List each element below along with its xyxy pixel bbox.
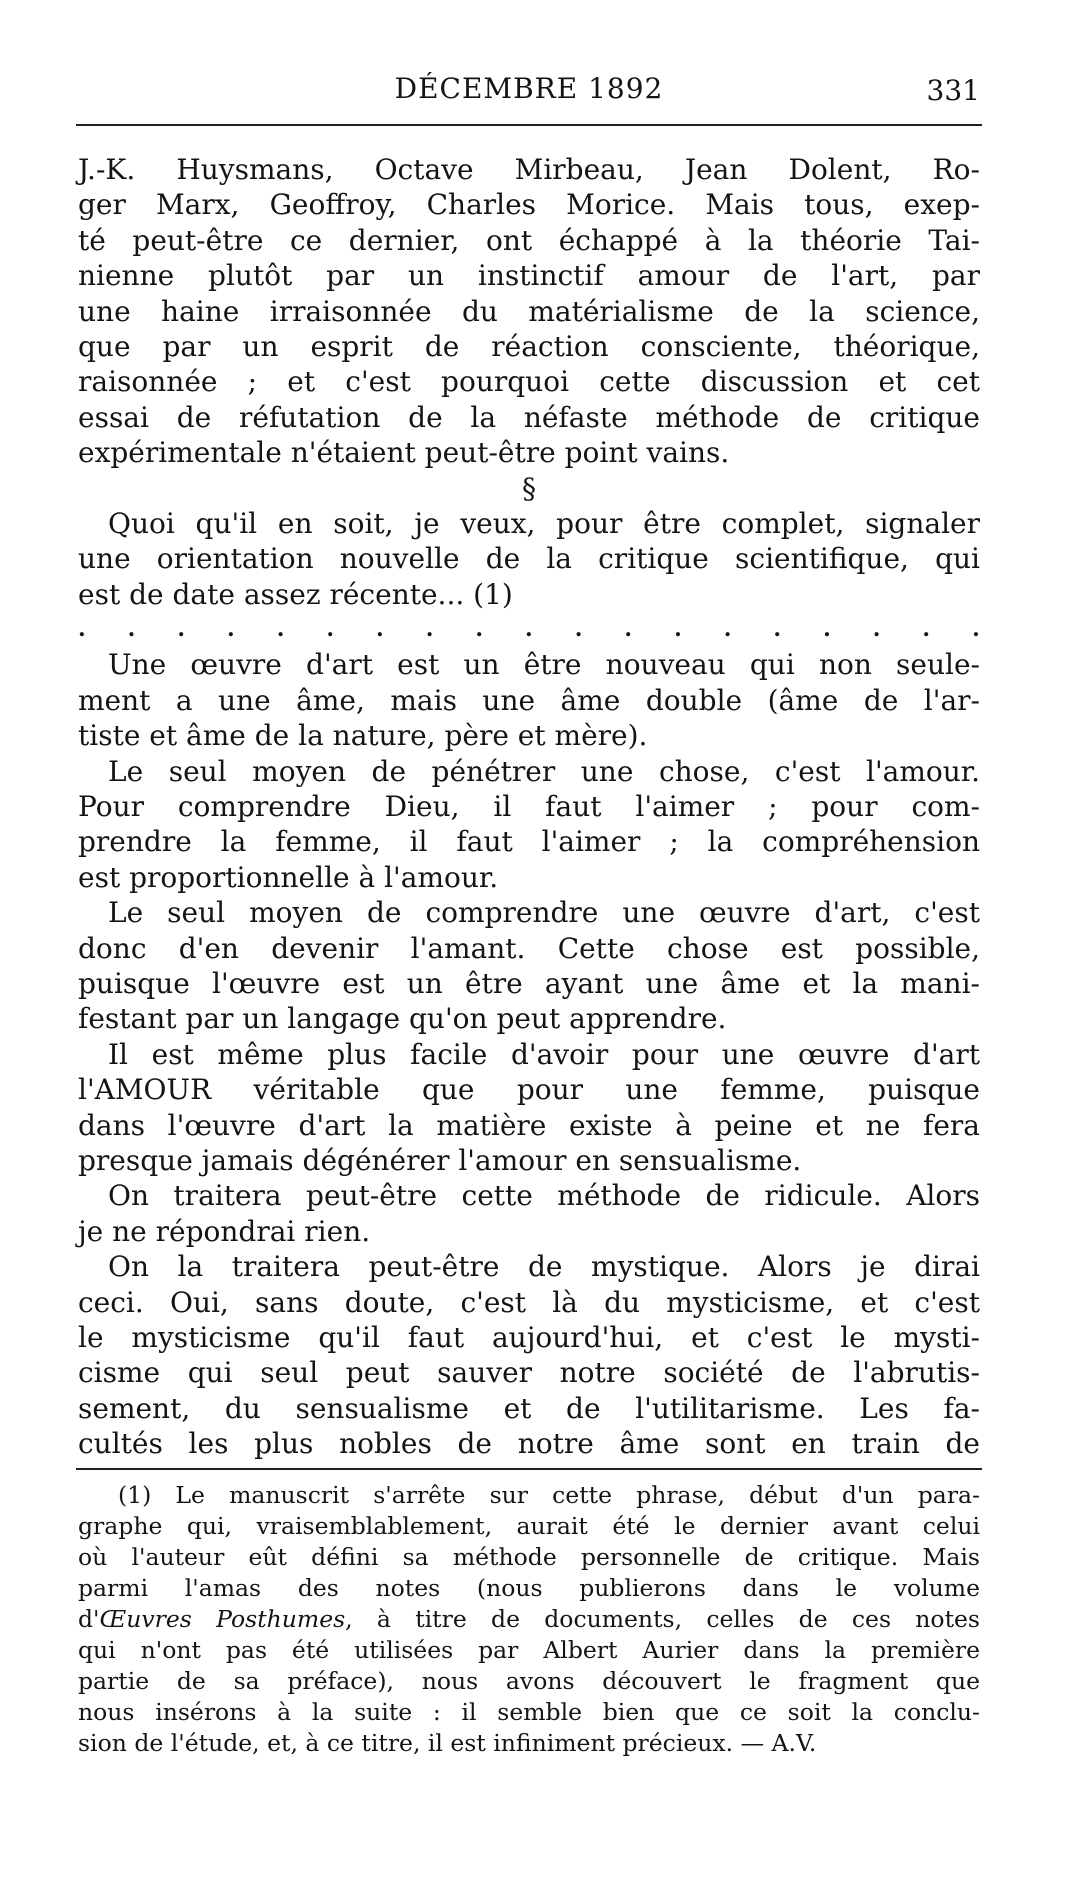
dot: . <box>823 616 831 643</box>
text-line: est proportionnelle à l'amour. <box>78 860 499 894</box>
section-mark: § <box>522 471 536 505</box>
text-line: cultés les plus nobles de notre âme sont en train de <box>78 1427 980 1461</box>
text-line: cisme qui seul peut sauver notre société de l'abrutis- <box>78 1356 980 1390</box>
paragraph-8 <box>78 1249 980 1461</box>
text-line: tiste et âme de la nature, père et mère). <box>78 719 648 753</box>
footnote-line: nous insérons à la suite : il semble bien que ce soit la conclu- <box>78 1698 980 1726</box>
text-line: prendre la femme, il faut l'aimer ; la compréhension <box>78 825 980 859</box>
text-line: ment a une âme, mais une âme double (âme de l'ar- <box>78 683 980 717</box>
text-line: puisque l'œuvre est un être ayant une âme et la mani- <box>78 966 980 1000</box>
footnote-line: qui n'ont pas été utilisées par Albert Aurier dans la première <box>78 1636 980 1664</box>
text-line: On traitera peut-être cette méthode de ridicule. Alors <box>108 1179 980 1213</box>
text-line: Le seul moyen de pénétrer une chose, c'est l'amour. <box>108 754 980 788</box>
text-line: une orientation nouvelle de la critique scientifique, qui <box>78 542 980 576</box>
dot: . <box>177 616 186 643</box>
text-line: donc d'en devenir l'amant. Cette chose est possible, <box>78 931 980 965</box>
footnote-line: sion de l'étude, et, à ce titre, il est infiniment précieux. — A.V. <box>78 1729 817 1757</box>
dot: . <box>425 616 434 643</box>
text-line: presque jamais dégénérer l'amour en sensualisme. <box>78 1143 802 1177</box>
text-line: je ne répondrai rien. <box>78 1214 371 1248</box>
paragraph-3 <box>78 647 980 753</box>
text-line: ceci. Oui, sans doute, c'est là du mysticisme, et c'est <box>78 1285 980 1319</box>
text-line: On la traitera peut-être de mystique. Alors je dirai <box>108 1250 980 1284</box>
text-line: est de date assez récente... (1) <box>78 577 513 611</box>
dot: . <box>227 616 235 643</box>
text-line: dans l'œuvre d'art la matière existe à peine et ne fera <box>78 1108 980 1142</box>
dot: . <box>127 616 136 643</box>
ellipsis-dots-row <box>78 612 980 647</box>
text-line: Quoi qu'il en soit, je veux, pour être complet, signaler <box>108 506 980 540</box>
body-text <box>78 152 980 1461</box>
page-header <box>78 72 980 118</box>
text-line: le mysticisme qu'il faut aujourd'hui, et c'est le mysti- <box>78 1320 980 1354</box>
dot: . <box>376 616 384 643</box>
dot: . <box>723 616 732 643</box>
footnote-text: d' <box>78 1605 100 1633</box>
text-line: Le seul moyen de comprendre une œuvre d'art, c'est <box>108 896 980 930</box>
text-line: expérimentale n'étaient peut-être point vains. <box>78 436 730 470</box>
dot: . <box>78 616 86 643</box>
text-line: l'AMOUR véritable que pour une femme, puisque <box>78 1073 980 1107</box>
footnote-rule <box>76 1468 982 1470</box>
running-head: DÉCEMBRE 1892 <box>394 72 664 105</box>
paragraph-2 <box>78 506 980 612</box>
dot: . <box>624 616 633 643</box>
paragraph-5 <box>78 895 980 1037</box>
paragraph-1 <box>78 152 980 471</box>
dot: . <box>972 616 980 643</box>
footnote-line: partie de sa préface), nous avons découvert le fragment que <box>78 1667 980 1695</box>
footnote-book-title: Œuvres Posthumes <box>99 1605 346 1633</box>
dot: . <box>773 616 782 643</box>
text-line: Pour comprendre Dieu, il faut l'aimer ; pour com- <box>78 790 980 824</box>
dot: . <box>326 616 335 643</box>
header-rule <box>76 124 982 126</box>
dot: . <box>475 616 484 643</box>
dot: . <box>872 616 881 643</box>
dot: . <box>525 616 533 643</box>
text-line: festant par un langage qu'on peut apprendre. <box>78 1002 727 1036</box>
footnote-line: (1) Le manuscrit s'arrête sur cette phrase, début d'un para- <box>118 1481 980 1509</box>
paragraph-4 <box>78 754 980 896</box>
text-line: sement, du sensualisme et de l'utilitarisme. Les fa- <box>78 1391 980 1425</box>
text-line: ger Marx, Geoffroy, Charles Morice. Mais tous, exep- <box>78 188 980 222</box>
page-number: 331 <box>926 74 980 107</box>
text-line: nienne plutôt par un instinctif amour de l'art, par <box>78 259 980 293</box>
footnote-line: parmi l'amas des notes (nous publierons dans le volume <box>78 1574 980 1602</box>
text-line: Il est même plus facile d'avoir pour une œuvre d'art <box>108 1037 980 1071</box>
text-line: que par un esprit de réaction consciente, théorique, <box>78 329 980 363</box>
dot: . <box>276 616 285 643</box>
text-line: Une œuvre d'art est un être nouveau qui non seule- <box>108 648 980 682</box>
dot: . <box>674 616 682 643</box>
text-line: raisonnée ; et c'est pourquoi cette discussion et cet <box>78 365 980 399</box>
footnote-line: où l'auteur eût défini sa méthode personnelle de critique. Mais <box>78 1543 980 1571</box>
footnote-line: graphe qui, vraisemblablement, aurait été le dernier avant celui <box>78 1512 980 1540</box>
paragraph-7 <box>78 1178 980 1249</box>
footnote <box>78 1480 980 1759</box>
dot: . <box>574 616 583 643</box>
footnote-line <box>78 1604 980 1635</box>
footnote-text: , à titre de documents, celles de ces notes <box>345 1605 980 1633</box>
text-line: essai de réfutation de la néfaste méthode de critique <box>78 400 980 434</box>
text-line: une haine irraisonnée du matérialisme de la science, <box>78 294 980 328</box>
paragraph-6 <box>78 1037 980 1179</box>
text-line: J.-K. Huysmans, Octave Mirbeau, Jean Dolent, Ro- <box>78 153 980 186</box>
text-line: té peut-être ce dernier, ont échappé à la théorie Tai- <box>78 223 980 257</box>
dot: . <box>922 616 931 643</box>
